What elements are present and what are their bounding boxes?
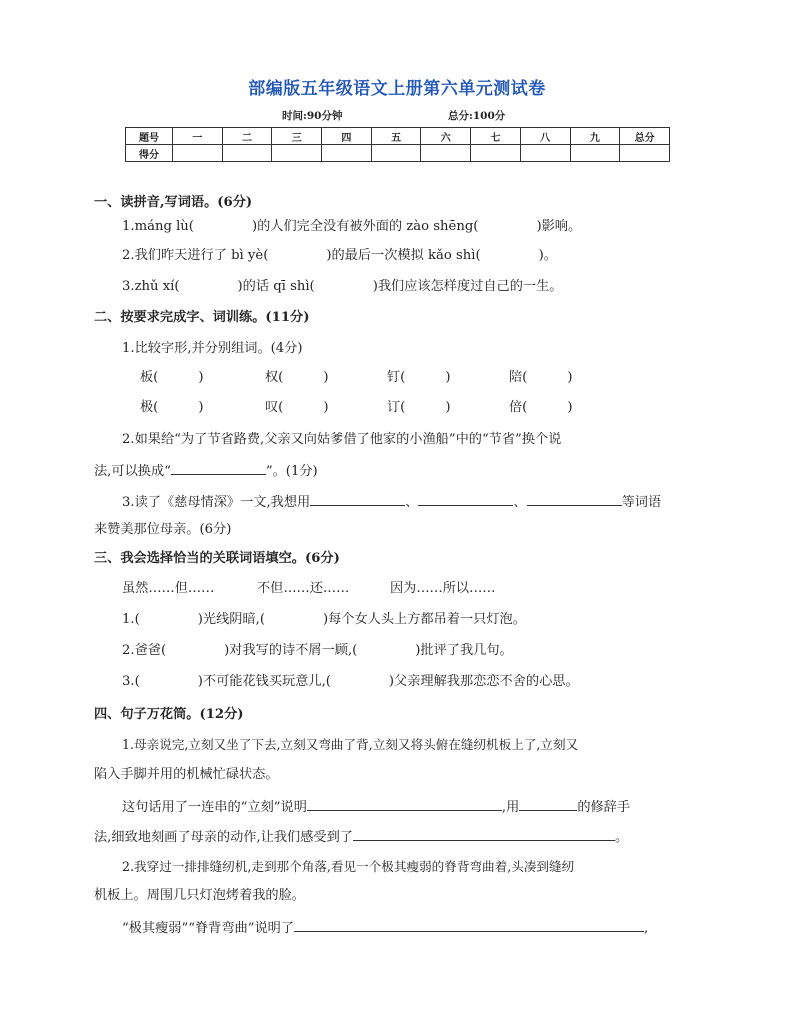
answer-blank[interactable] <box>171 460 266 475</box>
section-1-heading: 一、读拼音,写词语。(6分) <box>94 195 253 210</box>
char-compare-row-1: 板( ) 权( ) 钉( ) 陪( ) <box>140 370 573 385</box>
section-4-heading: 四、句子万花筒。(12分) <box>94 707 244 722</box>
answer-blank[interactable] <box>307 796 502 811</box>
conjunction-option: 虽然……但…… <box>122 581 215 596</box>
s4-question-1-line-2: 陷入手脚并用的机械忙碌状态。 <box>94 767 279 782</box>
conjunction-option: 不但……还…… <box>257 581 350 596</box>
score-header-cell: 三 <box>272 128 322 145</box>
char-compare-row-2: 极( ) 叹( ) 订( ) 倍( ) <box>140 400 573 415</box>
s4-question-1-line-4: 法,细致地刻画了母亲的动作,让我们感受到了 。 <box>94 826 628 848</box>
s4-question-2-line-2: 机板上。周围几只灯泡烤着我的脸。 <box>94 888 305 903</box>
score-cell[interactable] <box>471 145 521 162</box>
score-header-cell: 二 <box>222 128 272 145</box>
score-header-cell: 五 <box>371 128 421 145</box>
conjunction-option: 因为……所以…… <box>390 581 496 596</box>
answer-blank[interactable] <box>418 491 513 506</box>
score-row-label: 得分 <box>126 145 173 162</box>
section-2-heading: 二、按要求完成字、词训练。(11分) <box>94 310 310 325</box>
score-cell[interactable] <box>520 145 570 162</box>
score-cell[interactable] <box>272 145 322 162</box>
score-header-cell: 九 <box>570 128 620 145</box>
score-table-header-row <box>126 128 670 145</box>
s2-question-3-line-1: 3.读了《慈母情深》一文,我想用 、 、 等词语 <box>122 491 661 513</box>
answer-blank[interactable] <box>294 917 644 932</box>
answer-blank[interactable] <box>310 491 405 506</box>
page-title: 部编版五年级语文上册第六单元测试卷 <box>248 79 546 99</box>
s2-question-2-line-2: 法,可以换成“ ”。(1分) <box>94 460 318 482</box>
score-cell[interactable] <box>173 145 223 162</box>
section-3-heading: 三、我会选择恰当的关联词语填空。(6分) <box>94 551 340 566</box>
score-header-cell: 一 <box>173 128 223 145</box>
score-cell[interactable] <box>322 145 372 162</box>
s4-question-2-line-1: 2.我穿过一排排缝纫机,走到那个角落,看见一个极其瘦弱的脊背弯曲着,头凑到缝纫 <box>122 859 575 874</box>
s2-question-1: 1.比较字形,并分别组词。(4分) <box>122 341 303 356</box>
s3-question-2: 2.爸爸( )对我写的诗不屑一顾,( )批评了我几句。 <box>122 643 513 658</box>
s3-question-1: 1.( )光线阴暗,( )每个女人头上方都吊着一只灯泡。 <box>122 612 526 627</box>
answer-blank[interactable] <box>519 796 577 811</box>
score-header-cell: 七 <box>471 128 521 145</box>
s2-question-2-line-1: 2.如果给“为了节省路费,父亲又向姑爹借了他家的小渔船”中的“节省”换个说 <box>122 432 562 447</box>
answer-blank[interactable] <box>527 491 622 506</box>
s1-question-1: 1.máng lù( )的人们完全没有被外面的 zào shēng( )影响。 <box>122 219 582 234</box>
s4-question-1-line-1: 1.母亲说完,立刻又坐了下去,立刻又弯曲了背,立刻又将头俯在缝纫机板上了,立刻又 <box>122 737 579 752</box>
score-header-cell: 八 <box>520 128 570 145</box>
conjunction-options <box>122 579 496 599</box>
score-header-cell: 总分 <box>620 128 670 145</box>
s4-question-1-line-3: 这句话用了一连串的“立刻”说明 ,用 的修辞手 <box>122 796 630 818</box>
s4-question-2-line-3: “极其瘦弱”“脊背弯曲”说明了 , <box>122 917 648 939</box>
s2-question-3-line-2: 来赞美那位母亲。(6分) <box>94 522 232 537</box>
exam-total-score: 总分:100分 <box>448 110 506 122</box>
score-header-cell: 题号 <box>126 128 173 145</box>
score-table <box>125 127 670 162</box>
score-cell[interactable] <box>620 145 670 162</box>
score-cell[interactable] <box>371 145 421 162</box>
s3-question-3: 3.( )不可能花钱买玩意儿,( )父亲理解我那恋恋不舍的心思。 <box>122 674 579 689</box>
s1-question-2: 2.我们昨天进行了 bì yè( )的最后一次模拟 kǎo shì( )。 <box>122 248 557 263</box>
score-cell[interactable] <box>570 145 620 162</box>
s1-question-3: 3.zhǔ xí( )的话 qī shì( )我们应该怎样度过自己的一生。 <box>122 279 563 294</box>
score-cell[interactable] <box>222 145 272 162</box>
score-header-cell: 六 <box>421 128 471 145</box>
score-cell[interactable] <box>421 145 471 162</box>
answer-blank[interactable] <box>353 826 615 841</box>
score-table-score-row <box>126 145 670 162</box>
score-header-cell: 四 <box>322 128 372 145</box>
exam-time: 时间:90分钟 <box>282 110 343 122</box>
